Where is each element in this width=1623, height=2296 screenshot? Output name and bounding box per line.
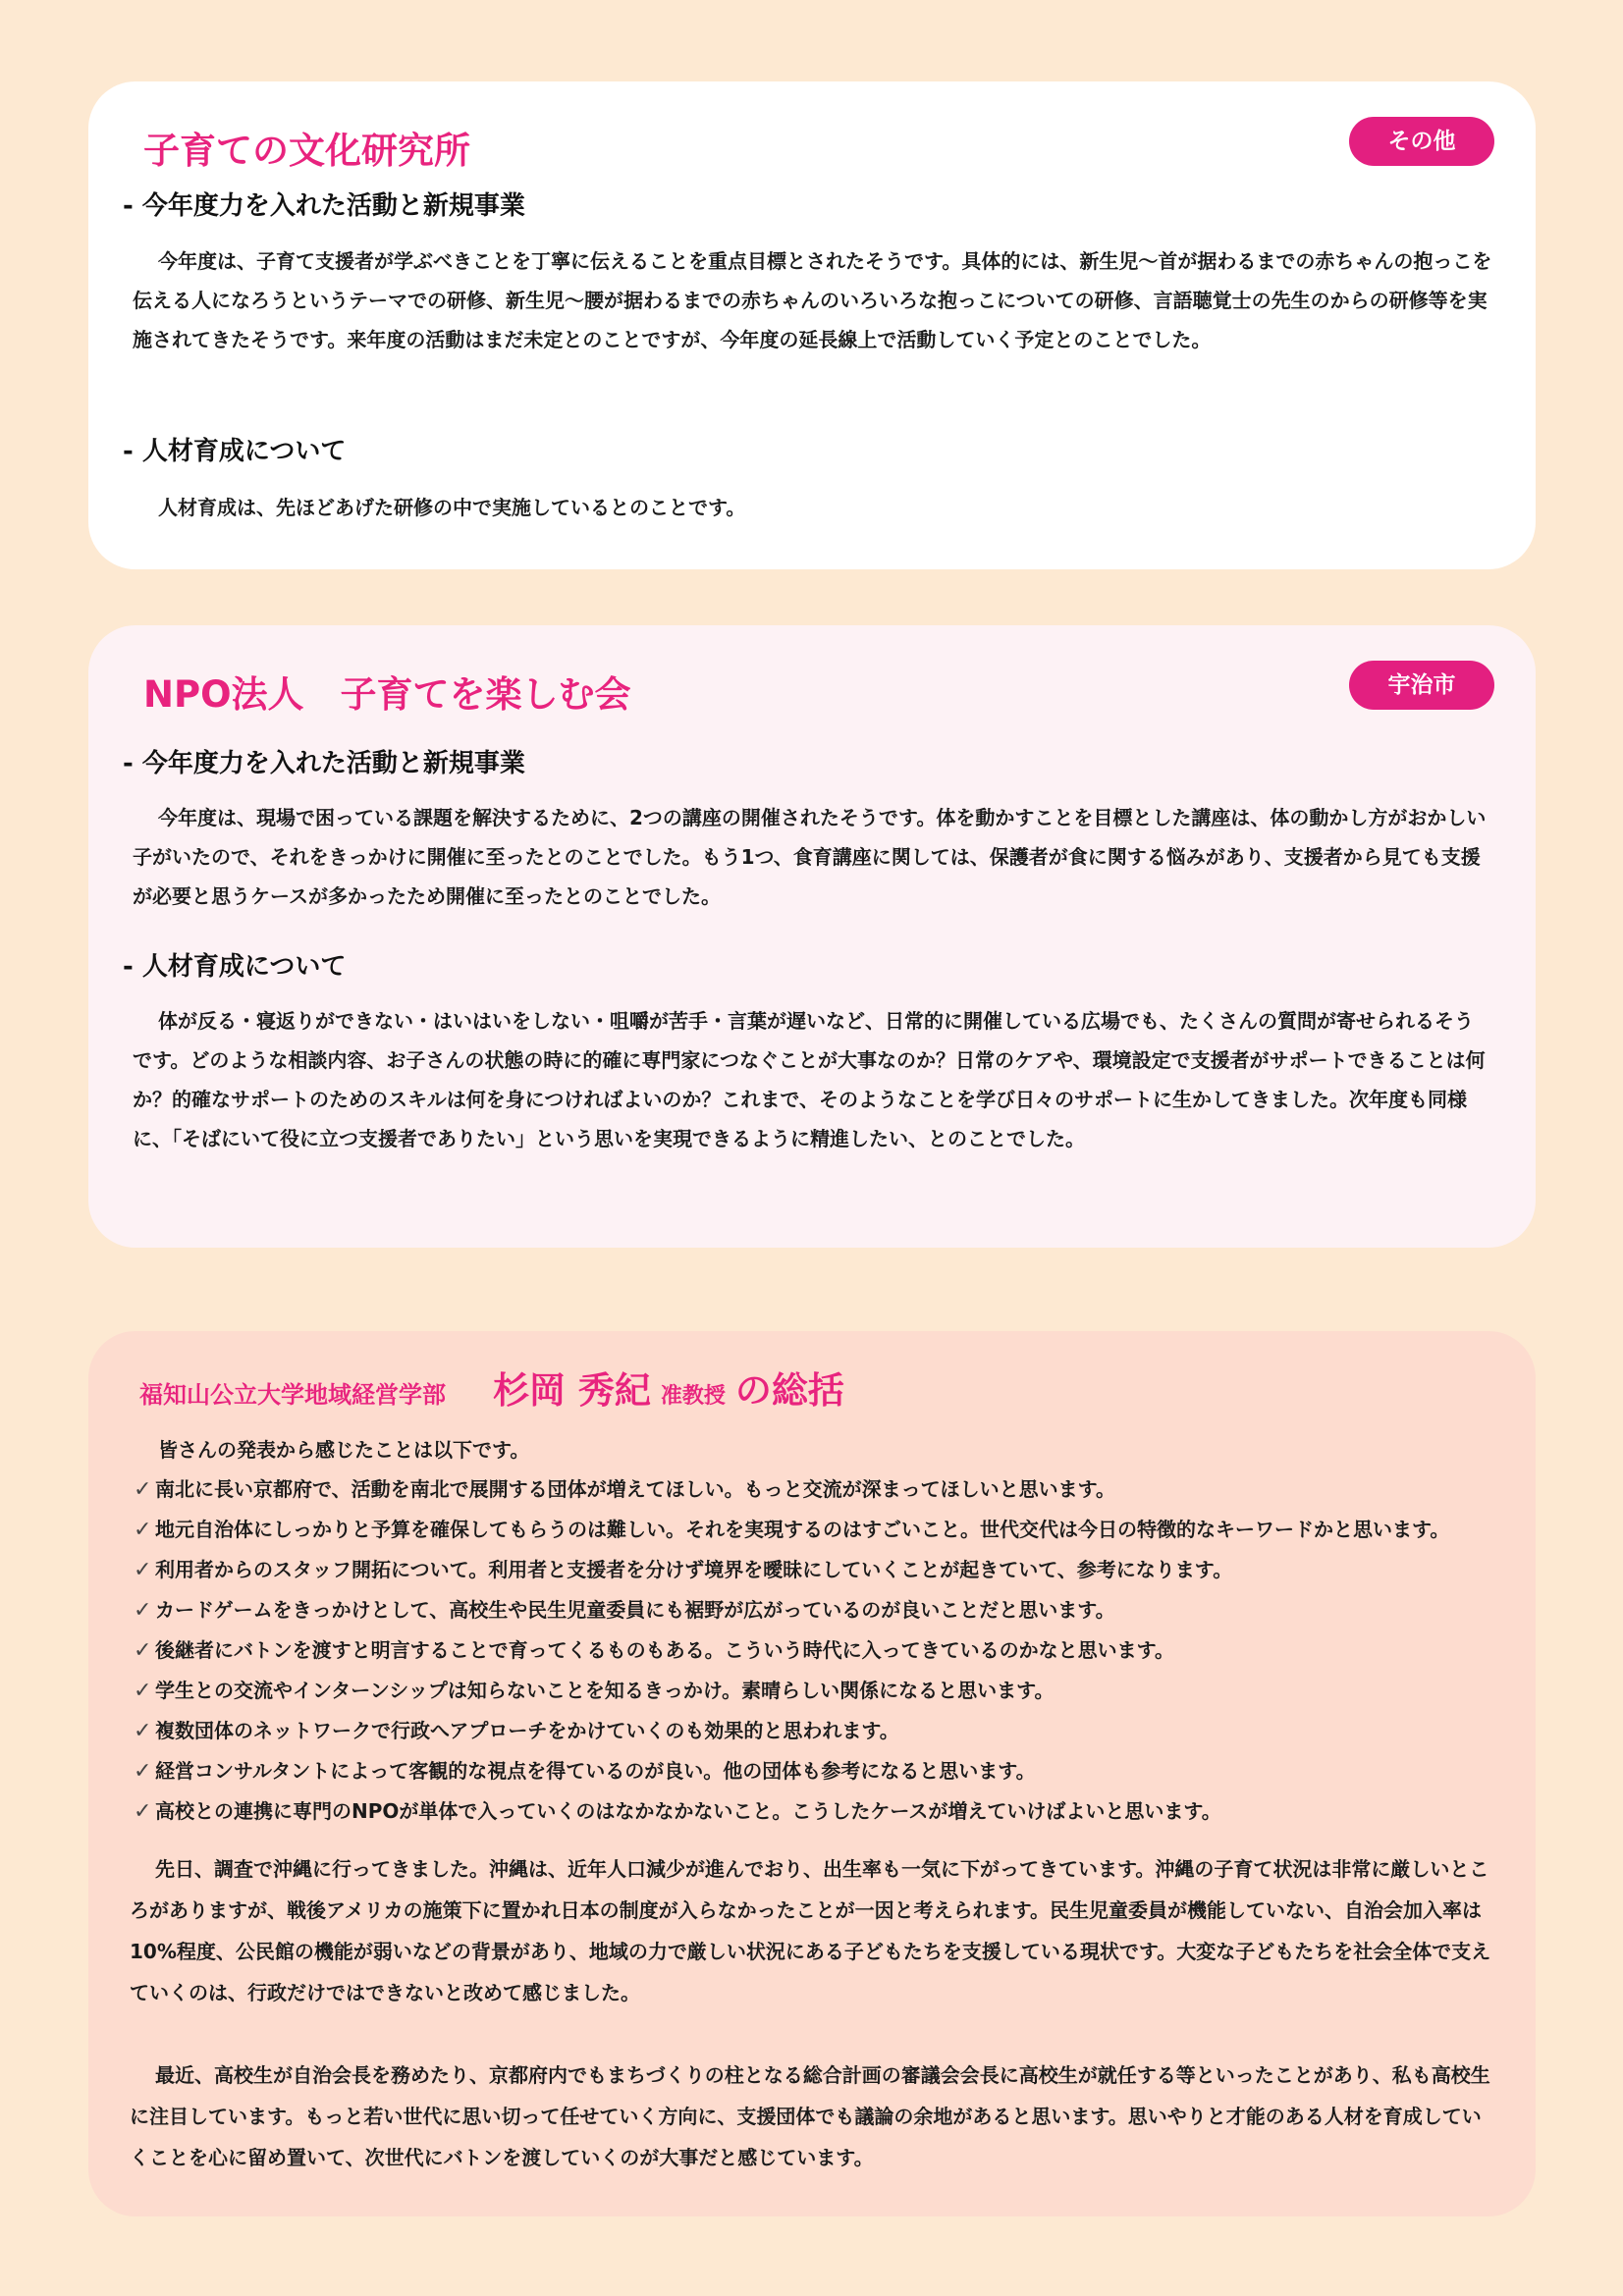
- summary-paragraph-okinawa: 先日、調査で沖縄に行ってきました。沖縄は、近年人口減少が進んでおり、出生率も一気に下がってきています。沖縄の子育て状況は非常に厳しいところがありますが、戦後アメリカの施策下に置かれ日本の制度が入らなかったことが一因と考えられます。民生児童委員が機能していない、自治会加入率は10%程度、公民館の機能が弱いなどの背景があり、地域の力で厳しい状況にある子どもたちを支援している現状です。大変な子どもたちを社会全体で支えていくのは、行政だけではできないと改めて感じました。: [130, 1857, 1491, 2004]
- summary-name: 杉岡 秀紀: [493, 1369, 651, 1412]
- list-item: ✓ 南北に長い京都府で、活動を南北で展開する団体が増えてほしい。もっと交流が深まってほしいと思います。: [130, 1469, 1499, 1510]
- summary-intro: 皆さんの発表から感じたことは以下です。: [158, 1438, 530, 1462]
- check-icon: ✓: [134, 1799, 152, 1824]
- check-icon: ✓: [134, 1679, 152, 1703]
- check-icon: ✓: [134, 1719, 152, 1743]
- region-badge: その他: [1349, 117, 1494, 166]
- summary-title: [139, 1361, 844, 1414]
- check-icon: ✓: [134, 1598, 152, 1623]
- list-item: ✓ 利用者からのスタッフ開拓について。利用者と支援者を分けず境界を曖昧にしていくことが起きていて、参考になります。: [130, 1550, 1499, 1590]
- region-badge: 宇治市: [1349, 661, 1494, 710]
- section-heading-activities: - 今年度力を入れた活動と新規事業: [123, 191, 525, 221]
- section-heading-activities: - 今年度力を入れた活動と新規事業: [123, 749, 525, 778]
- check-icon: ✓: [134, 1558, 152, 1582]
- list-item: ✓ 学生との交流やインターンシップは知らないことを知るきっかけ。素晴らしい関係になると思います。: [130, 1671, 1499, 1711]
- check-icon: ✓: [134, 1477, 152, 1502]
- org-title: 子育ての文化研究所: [143, 130, 470, 172]
- summary-paragraph-highschool: 最近、高校生が自治会長を務めたり、京都府内でもまちづくりの柱となる総合計画の審議会会長に高校生が就任する等といったことがあり、私も高校生に注目しています。もっと若い世代に思い切って任せていく方向に、支援団体でも議論の余地があると思います。思いやりと才能のある人材を育成していくことを心に留め置いて、次世代にバトンを渡していくのが大事だと感じています。: [130, 2063, 1490, 2169]
- summary-checklist: [130, 1469, 1499, 1832]
- summary-suffix: の総括: [734, 1369, 844, 1412]
- check-icon: ✓: [134, 1638, 152, 1663]
- section-text-activities: 今年度は、子育て支援者が学ぶべきことを丁寧に伝えることを重点目標とされたそうです。具体的には、新生児〜首が据わるまでの赤ちゃんの抱っこを伝える人になろうというテーマでの研修、新生児〜腰が据わるまでの赤ちゃんのいろいろな抱っこについての研修、言語聴覚士の先生のからの研修等を実施されてきたそうです。来年度の活動はまだ未定とのことですが、今年度の延長線上で活動していく予定とのことでした。: [133, 249, 1492, 351]
- list-item: ✓ カードゲームをきっかけとして、高校生や民生児童委員にも裾野が広がっているのが良いことだと思います。: [130, 1590, 1499, 1630]
- org-card-kosodate-bunka: [88, 81, 1536, 569]
- list-item: ✓ 複数団体のネットワークで行政へアプローチをかけていくのも効果的と思われます。: [130, 1711, 1499, 1751]
- list-item: ✓ 後継者にバトンを渡すと明言することで育ってくるものもある。こういう時代に入ってきているのかなと思います。: [130, 1630, 1499, 1671]
- summary-affiliation: 福知山公立大学地域経営学部: [139, 1381, 446, 1409]
- check-icon: ✓: [134, 1759, 152, 1784]
- org-card-kosodate-tanoshimu: [88, 625, 1536, 1248]
- summary-rank: 准教授: [660, 1384, 726, 1409]
- section-heading-training: - 人材育成について: [123, 437, 347, 466]
- list-item: ✓ 高校との連携に専門のNPOが単体で入っていくのはなかなかないこと。こうしたケースが増えていけばよいと思います。: [130, 1791, 1499, 1832]
- org-title: NPO法人 子育てを楽しむ会: [143, 673, 631, 716]
- section-heading-training: - 人材育成について: [123, 952, 347, 982]
- section-text-activities: 今年度は、現場で困っている課題を解決するために、2つの講座の開催されたそうです。体を動かすことを目標とした講座は、体の動かし方がおかしい子がいたので、それをきっかけに開催に至ったとのことでした。もう1つ、食育講座に関しては、保護者が食に関する悩みがあり、支援者から見ても支援が必要と思うケースが多かったため開催に至ったとのことでした。: [133, 806, 1487, 908]
- section-text-training: 人材育成は、先ほどあげた研修の中で実施しているとのことです。: [158, 496, 746, 519]
- summary-card: [88, 1331, 1536, 2216]
- list-item: ✓ 経営コンサルタントによって客観的な視点を得ているのが良い。他の団体も参考になると思います。: [130, 1751, 1499, 1791]
- check-icon: ✓: [134, 1518, 152, 1542]
- section-text-training: 体が反る・寝返りができない・はいはいをしない・咀嚼が苦手・言葉が遅いなど、日常的に開催している広場でも、たくさんの質問が寄せられるそうです。どのような相談内容、お子さんの状態の時に的確に専門家につなぐことが大事なのか？日常のケアや、環境設定で支援者がサポートできることは何か？的確なサポートのためのスキルは何を身につければよいのか？これまで、そのようなことを学び日々のサポートに生かしてきました。次年度も同様に、「そばにいて役に立つ支援者でありたい」という思いを実現できるように精進したい、とのことでした。: [133, 1009, 1486, 1150]
- list-item: ✓ 地元自治体にしっかりと予算を確保してもらうのは難しい。それを実現するのはすごいこと。世代交代は今日の特徴的なキーワードかと思います。: [130, 1510, 1499, 1550]
